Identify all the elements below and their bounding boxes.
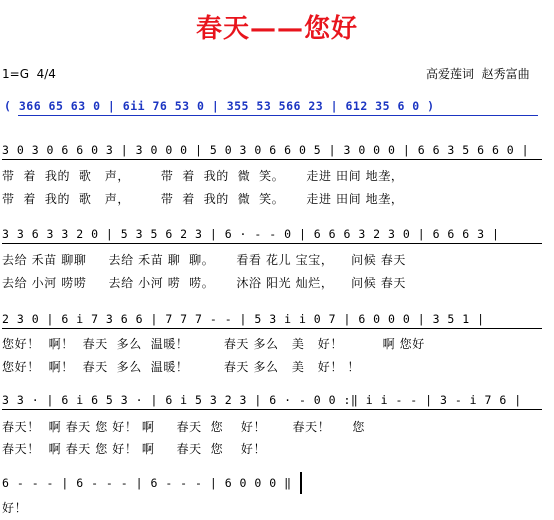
system-3-underline <box>2 328 542 329</box>
system-3-lyrics-1: 您好！ 啊！ 春天 多么 温暖！ 春天 多么 美 好！ 啊 您好 <box>2 337 425 351</box>
system-2-underline <box>2 243 542 244</box>
system-5-lyrics-1: 好！ <box>2 501 28 515</box>
system-4-notes: 3 3 · | 6 i 6 5 3 · | 6 i 5 3 2 3 | 6 · - 0 0 :‖ i i - - | 3 - i 7 6 | <box>2 393 522 407</box>
system-2-lyrics-1: 去给 禾苗 聊聊 去给 禾苗 聊 聊。 看看 花儿 宝宝， 问候 春天 <box>2 253 406 267</box>
system-3-lyrics-2: 您好！ 啊！ 春天 多么 温暖！ 春天 多么 美 好！ ！ <box>2 360 360 374</box>
credits: 高爱莲词 赵秀富曲 <box>426 67 530 81</box>
system-2-lyrics-2: 去给 小河 唠唠 去给 小河 唠 唠。 沐浴 阳光 灿烂， 问候 春天 <box>2 276 406 290</box>
system-1-underline <box>2 159 542 160</box>
system-4-lyrics-1: 春天！ 啊 春天 您 好！ 啊 春天 您 好！ 春天！ 您 <box>2 420 366 434</box>
key-time-signature: 1=G 4/4 <box>2 67 56 81</box>
intro-underline <box>18 115 538 116</box>
system-5-notes: 6 - - - | 6 - - - | 6 - - - | 6 0 0 0 ‖ <box>2 476 292 490</box>
page-title: 春天——您好 <box>195 14 358 44</box>
system-1-lyrics-1: 带 着 我的 歌 声， 带 着 我的 微 笑。 走进 田间 地垄， <box>2 169 404 183</box>
intro-line: ( 366 65 63 0 | 6ii 76 53 0 | 355 53 566 23 | 612 35 6 0 ) <box>4 99 435 113</box>
system-3-notes: 2 3 0 | 6 i 7 3 6 6 | 7 7 7 - - | 5 3 i i 0 7 | 6 0 0 0 | 3 5 1 | <box>2 312 485 326</box>
system-1-lyrics-2: 带 着 我的 歌 声， 带 着 我的 微 笑。 走进 田间 地垄， <box>2 192 404 206</box>
system-4-lyrics-2: 春天！ 啊 春天 您 好！ 啊 春天 您 好！ <box>2 442 267 456</box>
final-barline <box>300 472 302 494</box>
system-2-notes: 3 3 6 3 3 2 0 | 5 3 5 6 2 3 | 6 · - - 0 | 6 6 6 3 2 3 0 | 6 6 6 3 | <box>2 227 500 241</box>
system-1-notes: 3 0 3 0 6 6 0 3 | 3 0 0 0 | 5 0 3 0 6 6 0 5 | 3 0 0 0 | 6 6 3 5 6 6 0 | <box>2 143 530 157</box>
system-4-underline <box>2 409 542 410</box>
